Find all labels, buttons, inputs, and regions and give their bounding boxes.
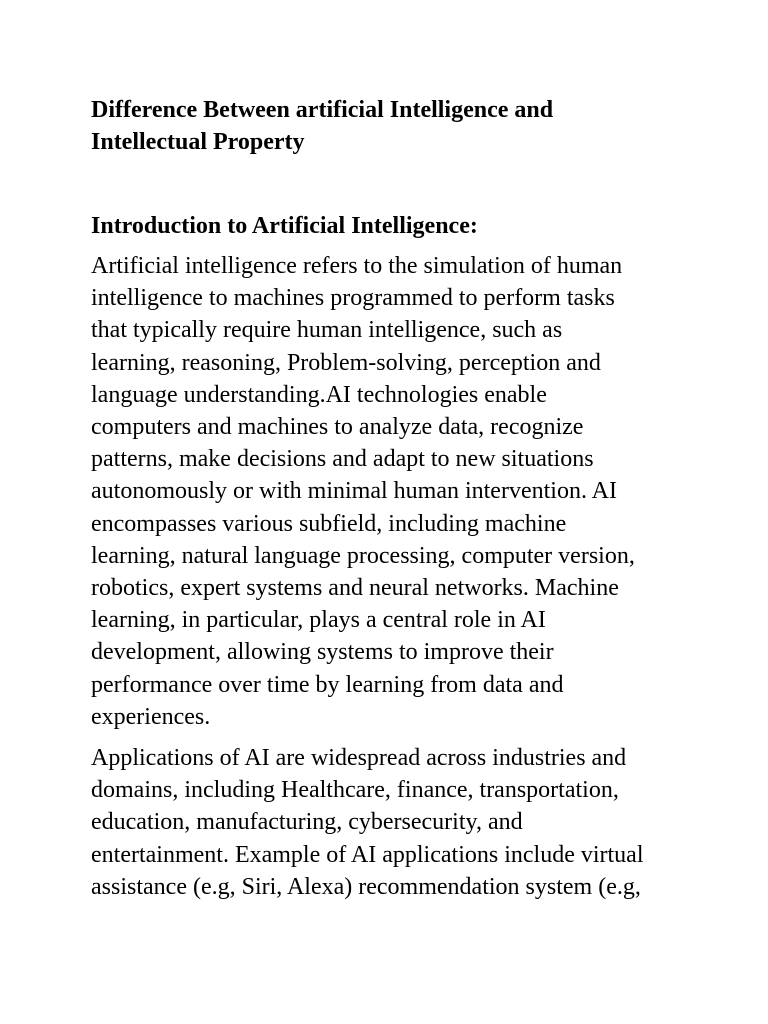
- document-title: Difference Between artificial Intelligence and Intellectual Property: [91, 97, 554, 155]
- section-heading: Introduction to Artificial Intelligence:: [91, 213, 478, 239]
- document-page: [91, 94, 691, 912]
- paragraph-2: Applications of AI are widespread across industries and domains, including Healthcare, finance, transportation, education, manufacturing, cybersecurity, and entertainment. Example of AI applications include virtual assistance (e.g, Siri, Alexa) recommendation system (e.g,: [91, 745, 644, 900]
- paragraph-1: Artificial intelligence refers to the simulation of human intelligence to machines programmed to perform tasks that typically require human intelligence, such as learning, reasoning, Problem-solving, perception and language understanding.AI technologies enable computers and machines to analyze data, recognize patterns, make decisions and adapt to new situations autonomously or with minimal human intervention. AI encompasses various subfield, including machine learning, natural language processing, computer version, robotics, expert systems and neural networks. Machine learning, in particular, plays a central role in AI development, allowing systems to improve their performance over time by learning from data and experiences.: [91, 253, 635, 730]
